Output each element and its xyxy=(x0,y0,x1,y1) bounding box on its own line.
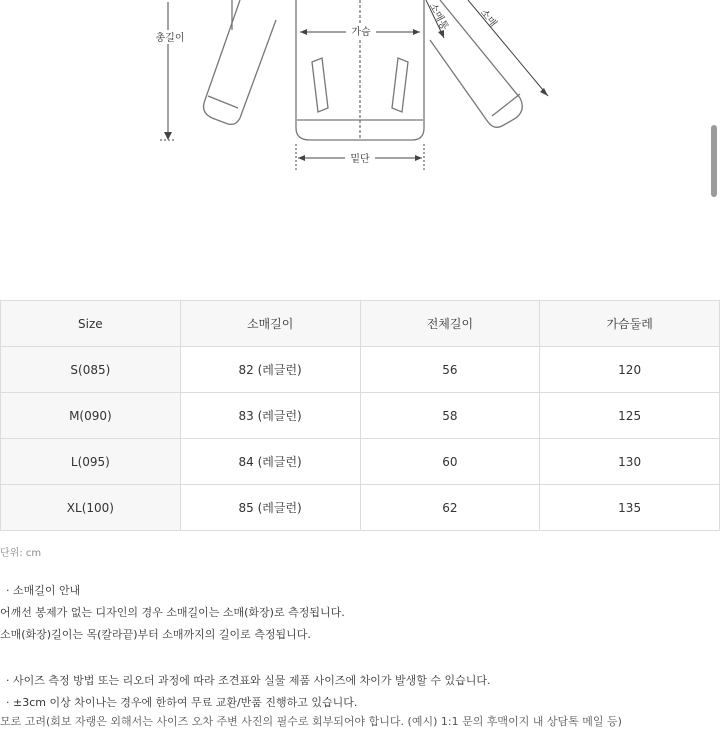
sleeve-length-guide-title: · 소매길이 안내 xyxy=(6,584,81,597)
sleeve-length-label: 소매 xyxy=(477,7,499,30)
hem-label: 밑단 xyxy=(350,154,370,165)
size-table-header-row xyxy=(1,301,720,347)
chest-cell: 125 xyxy=(540,393,720,439)
left-cuff-line xyxy=(208,96,238,108)
table-row xyxy=(1,347,720,393)
sleeve-length-guide-line-1: 어깨선 봉제가 없는 디자인의 경우 소매길이는 소매(화장)로 측정됩니다. xyxy=(0,606,345,619)
size-cell: XL(100) xyxy=(1,485,181,531)
chest-cell: 120 xyxy=(540,347,720,393)
jacket-measurement-diagram xyxy=(0,0,720,190)
exchange-policy-notice: · ±3cm 이상 차이나는 경우에 한하여 무료 교환/반품 진행하고 있습니다. xyxy=(6,696,358,709)
size-variance-notice: · 사이즈 측정 방법 또는 리오더 과정에 따라 조견표와 실물 제품 사이즈에 차이가 발생할 수 있습니다. xyxy=(6,674,491,687)
sleeve-length-cell: 84 (레글런) xyxy=(180,439,360,485)
sleeve-length-cell: 83 (레글런) xyxy=(180,393,360,439)
unit-note: 단위: cm xyxy=(0,548,42,559)
total-length-cell: 62 xyxy=(360,485,540,531)
chest-cell: 135 xyxy=(540,485,720,531)
total-length-cell: 58 xyxy=(360,393,540,439)
return-conditions-notice: 모로 고려(회보 자랭은 외해서는 사이즈 오차 주변 사진의 필수로 회부되어야 합니다. (예시) 1:1 문의 후맥이지 내 상담톡 메일 등) xyxy=(0,715,622,728)
left-pocket xyxy=(312,58,328,112)
vertical-scrollbar[interactable] xyxy=(711,125,717,197)
sleeve-length-cell: 85 (레글런) xyxy=(180,485,360,531)
size-cell: L(095) xyxy=(1,439,181,485)
right-pocket xyxy=(392,58,408,112)
right-cuff-line xyxy=(492,94,520,116)
sleeve-length-cell: 82 (레글런) xyxy=(180,347,360,393)
table-row xyxy=(1,485,720,531)
size-table xyxy=(0,300,720,531)
sleeve-width-label: 소매통 xyxy=(426,1,450,33)
total-length-label: 총길이 xyxy=(155,33,185,44)
header-total-length: 전체길이 xyxy=(360,301,540,347)
size-cell: S(085) xyxy=(1,347,181,393)
total-length-cell: 56 xyxy=(360,347,540,393)
header-chest: 가슴둘레 xyxy=(540,301,720,347)
header-size: Size xyxy=(1,301,181,347)
sleeve-length-guide-line-2: 소매(화장)길이는 목(칼라끝)부터 소매까지의 길이로 측정됩니다. xyxy=(0,628,311,641)
header-sleeve-length: 소매길이 xyxy=(180,301,360,347)
table-row xyxy=(1,439,720,485)
size-cell: M(090) xyxy=(1,393,181,439)
chest-label: 가슴 xyxy=(351,27,371,38)
table-row xyxy=(1,393,720,439)
left-sleeve-outline xyxy=(204,0,276,124)
total-length-cell: 60 xyxy=(360,439,540,485)
chest-cell: 130 xyxy=(540,439,720,485)
